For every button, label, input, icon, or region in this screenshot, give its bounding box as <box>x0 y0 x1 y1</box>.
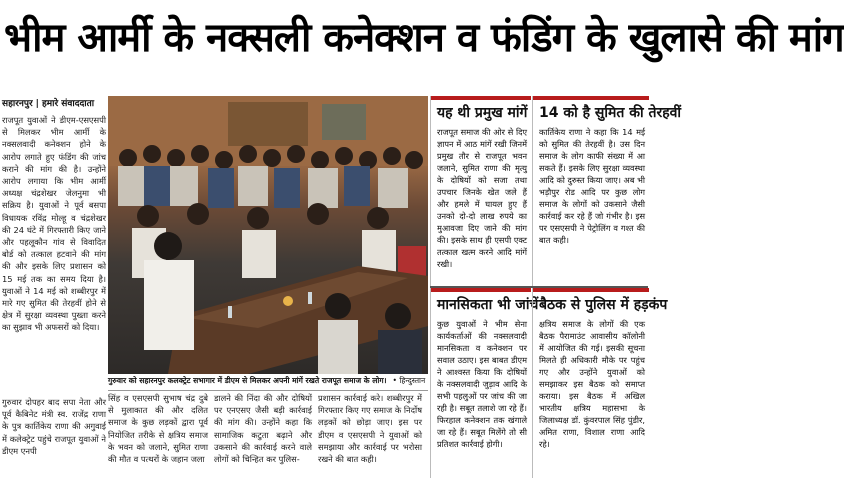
body-column-2: डालने की निंदा की और दोषियों पर एनएसए जैसी बड़ी कार्रवाई की मांग की। उन्होंने कहा कि सामाजिक कटुता बढ़ाने और उकसाने की कार्रवाई करने वाले लोगों को चिन्हित कर पुलिस- <box>214 393 312 465</box>
box-title: मानसिकता भी जांचें <box>437 297 539 313</box>
box-body: क्षत्रिय समाज के लोगों की एक बैठक पैरामाउंट आवासीय कॉलोनी में आयोजित की गई। इसकी सूचना मिलते ही अधिकारी मौके पर पहुंच गए और उन्होंने युवाओं को समझाकर इस बैठक को समाप्त कराया। इस बैठक में अखिल भारतीय क्षत्रिय महासभा के जिलाध्यक्ष डॉ. कुंवरपाल सिंह पुंडीर, अमित राणा, विशाल राणा आदि रहे। <box>539 319 645 449</box>
photo-credit: • हिन्दुस्तान <box>392 376 426 385</box>
sidebar-box-sumit-terahvi <box>532 96 682 286</box>
sidebar-box-main-demands <box>430 96 531 286</box>
headline: भीम आर्मी के नक्सली कनेक्शन व फंडिंग के खुलासे की मांग <box>4 15 844 61</box>
lead-text: राजपूत युवाओं ने डीएम-एसएसपी से मिलकर भीम आर्मी के नक्सलवादी कनेक्शन होने के आरोप लगाते हुए फंडिंग की जांच कराने की मांग की है। उन्होंने आरोप लगाया कि भीम आर्मी अध्यक्ष चंद्रशेखर जेलनुमा भी सक्रिय है। युवाओं ने पूर्व बसपा विधायक रविंद्र मोल्हू व चंद्रशेखर की 24 घंटे में गिरफ्तारी किए जाने और पहलूकौन गांव से विवादित बोर्ड को तत्काल हटवाने की मांग की और इसके लिए प्रशासन को 15 मई तक का समय दिया है। युवाओं ने 14 मई को शब्बीरपुर में मारे गए सुमित की तेरहवीं होने से क्षेत्र में सुरक्षा व्यवस्था पुख्ता करने का सुझाव भी अफसरों को दिया। <box>2 115 106 333</box>
lead-text-continued: गुरुवार दोपहर बाद सपा नेता और पूर्व कैबिनेट मंत्री स्व. राजेंद्र राणा के पुत्र कार्तिकेय राणा की अगुवाई में कलेक्ट्रेट पहुंचे राजपूत युवाओं ने डीएम एनपी <box>2 397 106 456</box>
box-body: राजपूत समाज की ओर से दिए ज्ञापन में आठ मांगें रखी जिनमें प्रमुख तौर से राजपूत भवन जलाने, सुमित राणा की मृत्यु के दोषियों को सजा तथा उपचार जिनके खेत जले हैं और हमले में घायल हुए हैं उनको दो-दो लाख रुपये का मुआवजा दिए जाने की मांग की। इसके साथ ही एसपी एक्ट तत्काल खत्म करने आदि मांगें रखी। <box>437 127 527 269</box>
box-title: बैठक से पुलिस में हड़कंप <box>539 297 668 313</box>
photo-caption <box>108 376 428 391</box>
box-title: यह थी प्रमुख मांगें <box>437 105 528 121</box>
accent-bar <box>533 288 649 292</box>
accent-bar <box>431 96 531 100</box>
sidebar-box-police-stir <box>532 288 668 478</box>
sidebar-box-check-mentality <box>430 288 539 478</box>
dateline-place: सहारनपुर <box>2 99 33 109</box>
body-column-1: सिंह व एसएसपी सुभाष चंद्र दुबे से मुलाकात की और दलित समाज के कुछ लड़कों द्वारा पूर्व नियोजित तरीके से क्षत्रिय समाज के भवन को जलाने, सुमित राणा की मौत व पत्थरों के जहान जला <box>108 393 208 465</box>
box-body: कार्तिकेय राणा ने कहा कि 14 मई को सुमित की तेरहवीं है। उस दिन समाज के लोग काफी संख्या में आ सकते हैं। इसके लिए सुरक्षा व्यवस्था आदि को दुरुस्त किया जाए। अब भी भड़ौपुर रोड आदि पर कुछ लोग समाज के लोगों को उकसाने जैसी कार्रवाई कर रहे हैं जो गंभीर है। इस पर एसएसपी ने पेट्रोलिंग व गश्त की बात कही। <box>539 127 645 245</box>
dateline-agency: हमारे संवाददाता <box>41 99 95 109</box>
body-column-3: प्रशासन कार्रवाई करे। शब्बीरपुर में गिरफ्तार किए गए समाज के निर्दोष लड़कों को छोड़ा जाए। इस पर डीएम व एसएसपी ने युवाओं को समझाया और कार्रवाई पर भरोसा रखने की बात कही। <box>318 393 422 465</box>
accent-bar <box>533 96 649 100</box>
photo-caption-text: गुरुवार को सहारनपुर कलक्ट्रेट सभागार में डीएम से मिलकर अपनी मांगें रखते राजपूत समाज के लोग। <box>108 376 387 385</box>
accent-bar <box>431 288 531 292</box>
box-title: 14 को है सुमित की तेरहवीं <box>539 105 682 121</box>
news-photo <box>108 96 428 374</box>
box-body: कुछ युवाओं ने भीम सेना कार्यकर्ताओं की नक्सलवादी मानसिकता व कनेक्शन पर सवाल उठाए। इस बाबत डीएम ने आश्वस्त किया कि दोषियों के नक्सलवादी जुड़ाव आदि के सभी पहलुओं पर जांच की जा रही है। सबूत तलाशे जा रहे हैं। फिरहाल कनेक्शन तक खंगाले जा रहे हैं। सबूत मिलेंगे तो सी प्रतिशत कार्रवाई होगी। <box>437 319 527 449</box>
dateline: सहारनपुर | हमारे संवाददाता <box>2 99 95 109</box>
